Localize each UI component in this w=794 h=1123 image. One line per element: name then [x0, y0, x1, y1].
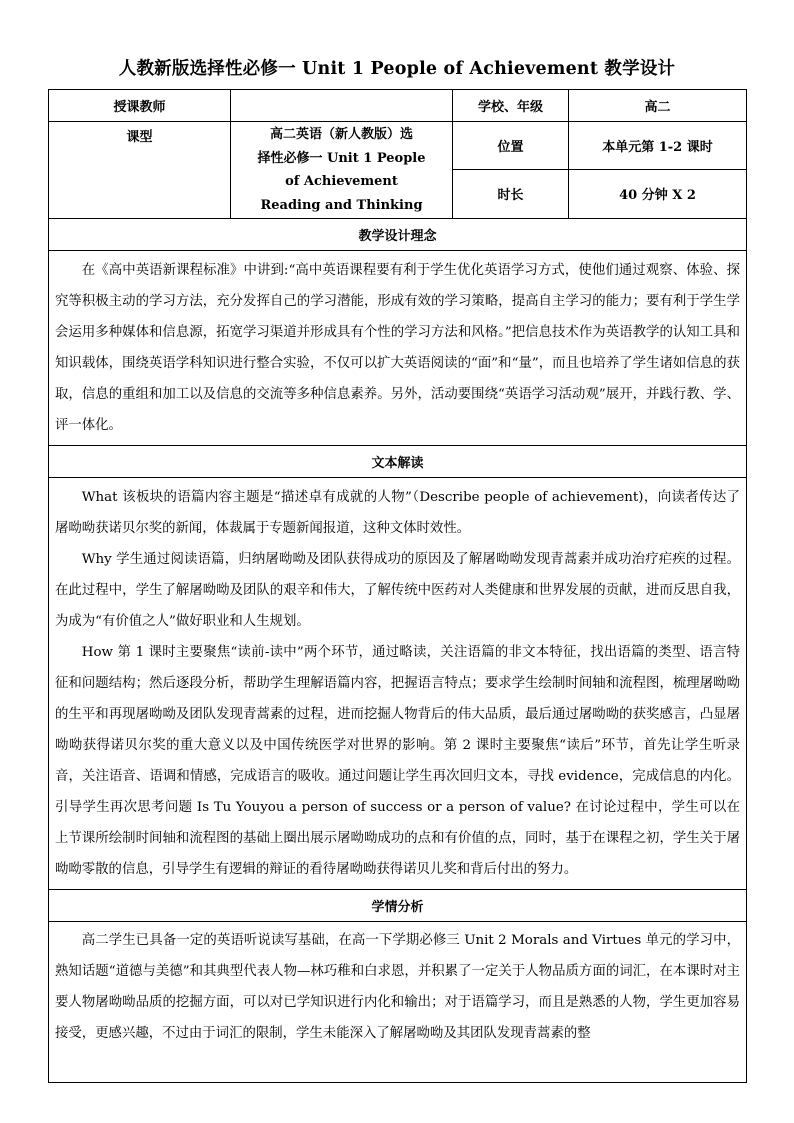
how-paragraph: How 第 1 课时主要聚焦“读前-读中”两个环节，通过略读，关注语篇的非文本特征，找出语篇的类型、语言特征和问题结构；然后逐段分析，帮助学生理解语篇内容，把握语言特点；要求学生绘制时间轴和流程图，梳理屠呦呦的生平和再现屠呦呦及团队发现青蒿素的过程，进而挖掘人物背后的伟大品质，最后通过屠呦呦的获奖感言，凸显屠呦呦获得诺贝尔奖的重大意义以及中国传统医学对世界的影响。第 2 课时主要聚焦“读后”环节，首先让学生听录音，关注语音、语调和情感，完成语言的吸收。通过问题让学生再次回归文本，寻找 evidence，完成信息的内化。引导学生再次思考问题 Is Tu Youyou a person of success or a person of value? 在讨论过程中，学生可以在上节课所绘制时间轴和流程图的基础上圈出展示屠呦呦成功的点和有价值的点，同时，基于在课程之初，学生关于屠呦呦零散的信息，引导学生有逻辑的辩证的看待屠呦呦获得诺贝儿奖和背后付出的努力。	[55, 645, 740, 877]
lesson-plan-table	[48, 89, 747, 1083]
course-line: 高二英语（新人教版）选	[269, 127, 413, 142]
text-analysis-body	[49, 478, 747, 890]
document-title: 人教新版选择性必修一 Unit 1 People of Achievement 教学设计	[118, 59, 676, 79]
student-analysis-heading: 学情分析	[49, 890, 747, 922]
position-label: 位置	[453, 122, 569, 170]
course-type-label: 课型	[49, 122, 231, 219]
concept-body	[49, 251, 747, 446]
position-value: 本单元第 1-2 课时	[569, 122, 747, 170]
teacher-value	[231, 90, 453, 122]
school-grade-label: 学校、年级	[453, 90, 569, 122]
course-type-value	[231, 122, 453, 219]
course-line: 择性必修一 Unit 1 People	[257, 150, 426, 166]
student-analysis-body	[49, 922, 747, 1083]
text-analysis-heading: 文本解读	[49, 446, 747, 478]
course-line: of Achievement	[285, 174, 398, 189]
duration-value: 40 分钟 X 2	[569, 169, 747, 218]
why-paragraph: Why 学生通过阅读语篇，归纳屠呦呦及团队获得成功的原因及了解屠呦呦发现青蒿素并成功治疗疟疾的过程。在此过程中，学生了解屠呦呦及团队的艰辛和伟大，了解传统中医药对人类健康和世界发展的贡献，进而反思自我，为成为“有价值之人”做好职业和人生规划。	[55, 552, 740, 629]
what-paragraph: What 该板块的语篇内容主题是“描述卓有成就的人物”（Describe people of achievement)，向读者传达了屠呦呦获诺贝尔奖的新闻，体裁属于专题新闻报道，这种文体时效性。	[55, 490, 740, 536]
student-paragraph: 高二学生已具备一定的英语听说读写基础，在高一下学期必修三 Unit 2 Morals and Virtues 单元的学习中，熟知话题“道德与美德”和其典型代表人物—林巧稚和白求恩，并积累了一定关于人物品质方面的词汇，在本课时对主要人物屠呦呦品质的挖掘方面，可以对已学知识进行内化和输出；对于语篇学习，而且是熟悉的人物，学生更加容易接受，更感兴趣，不过由于词汇的限制，学生未能深入了解屠呦呦及其团队发现青蒿素的整	[55, 933, 740, 1041]
course-line: Reading and Thinking	[260, 197, 423, 213]
concept-heading: 教学设计理念	[49, 219, 747, 251]
duration-label: 时长	[453, 169, 569, 218]
teacher-label: 授课教师	[49, 90, 231, 122]
school-grade-value: 高二	[569, 90, 747, 122]
concept-paragraph: 在《高中英语新课程标准》中讲到:“高中英语课程要有利于学生优化英语学习方式，使他们通过观察、体验、探究等积极主动的学习方法，充分发挥自己的学习潜能，形成有效的学习策略，提高自主学习的能力；要有利于学生学会运用多种媒体和信息源，拓宽学习渠道并形成具有个性的学习方法和风格。”把信息技术作为英语教学的认知工具和知识载体，围绕英语学科知识进行整合实验，不仅可以扩大英语阅读的“面”和“量”，而且也培养了学生诸如信息的获取，信息的重组和加工以及信息的交流等多种信息素养。另外，活动要围绕“英语学习活动观”展开，并践行教、学、评一体化。	[55, 263, 740, 433]
